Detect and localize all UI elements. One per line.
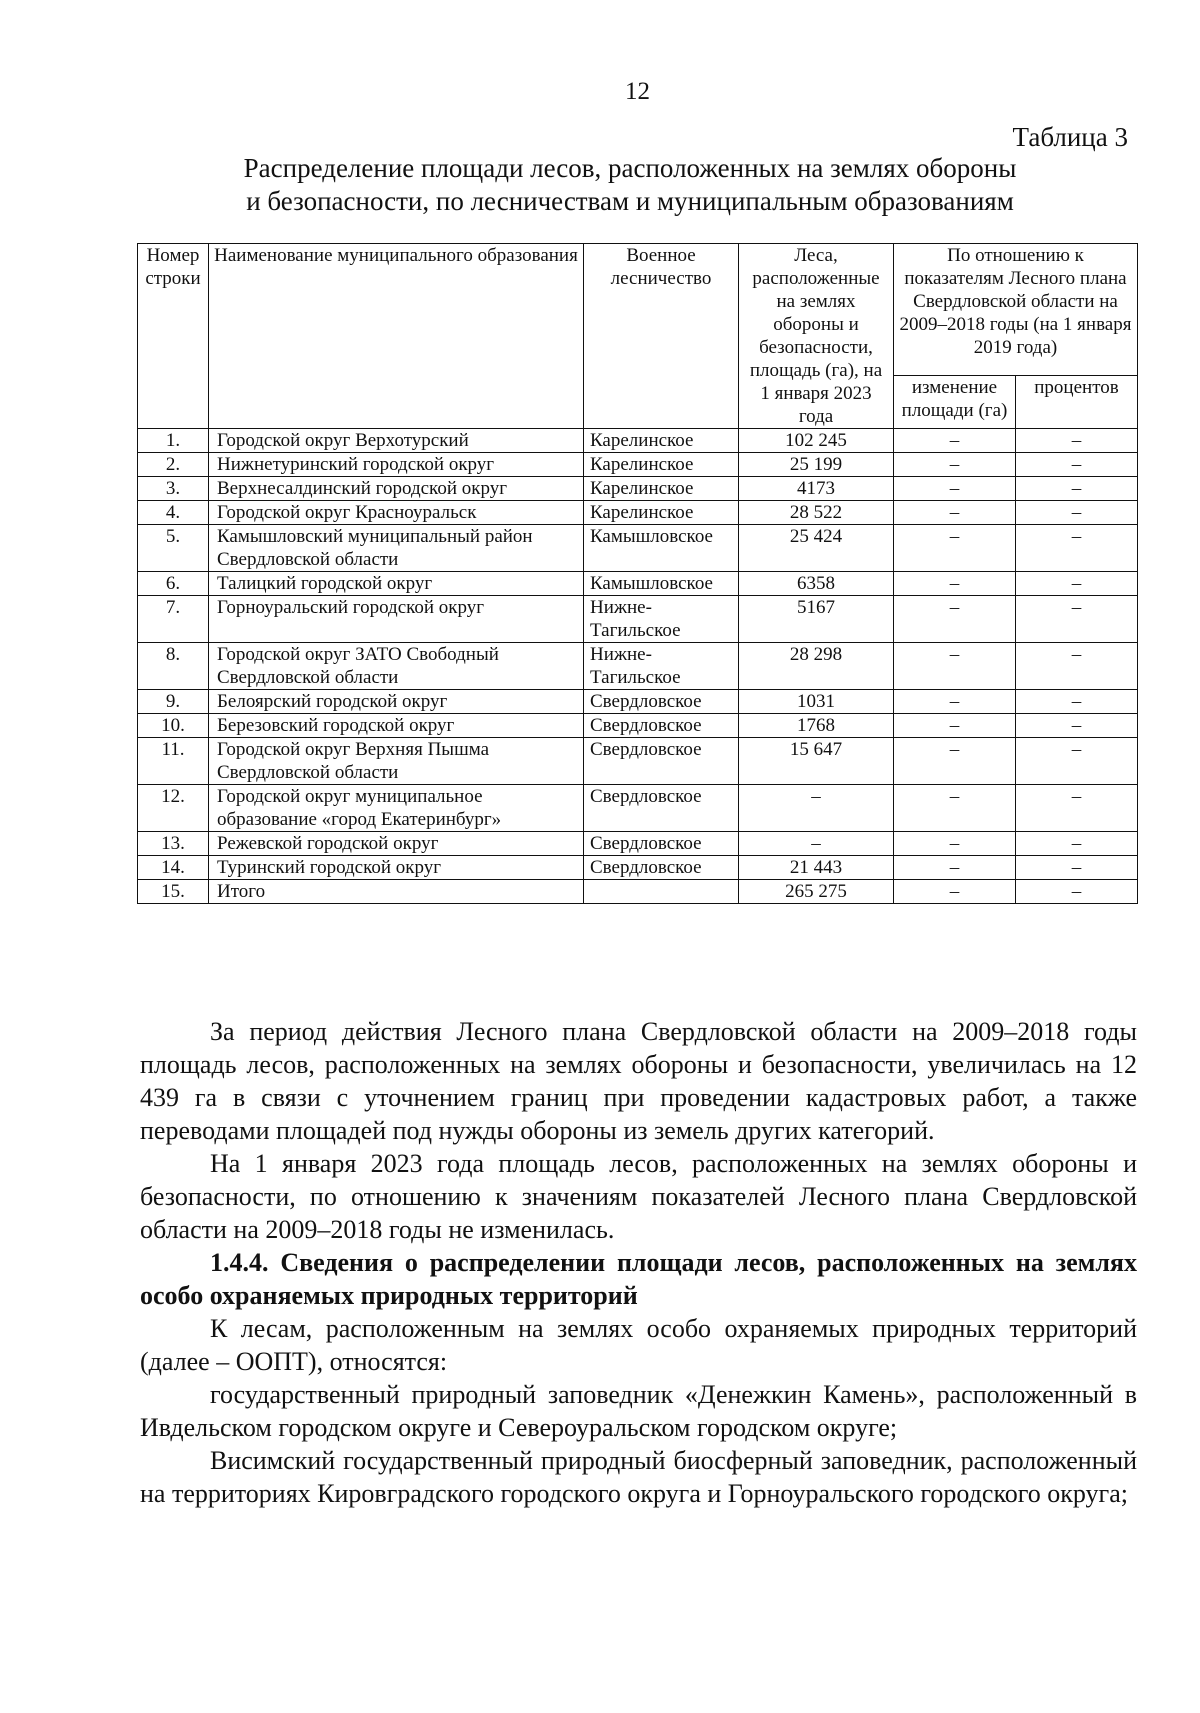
area-cell: 15 647 — [739, 738, 894, 785]
area-cell: 6358 — [739, 572, 894, 596]
percent-cell: – — [1016, 501, 1138, 525]
percent-cell: – — [1016, 714, 1138, 738]
header-row-number: Номер строки — [138, 244, 209, 429]
area-cell: 21 443 — [739, 856, 894, 880]
row-number-cell: 1. — [138, 429, 209, 453]
municipality-cell: Белоярский городской округ — [209, 690, 584, 714]
section-heading: 1.4.4. Сведения о распределении площади лесов, расположенных на землях особо охраняемых природных территорий — [140, 1248, 1137, 1310]
row-number-cell: 15. — [138, 880, 209, 904]
forestry-cell: Нижне-Тагильское — [584, 643, 739, 690]
row-number-cell: 6. — [138, 572, 209, 596]
header-change: изменение площади (га) — [894, 375, 1016, 428]
row-number-cell: 5. — [138, 525, 209, 572]
table-title-line-1: Распределение площади лесов, расположенных на землях обороны — [243, 153, 1017, 183]
row-number-cell: 11. — [138, 738, 209, 785]
change-cell: – — [894, 477, 1016, 501]
area-cell: 4173 — [739, 477, 894, 501]
forestry-cell: Карелинское — [584, 453, 739, 477]
forest-area-table — [137, 243, 1138, 904]
row-number-cell: 8. — [138, 643, 209, 690]
table-row — [138, 714, 1138, 738]
table-title-line-2: и безопасности, по лесничествам и муниципальным образованиям — [246, 186, 1014, 216]
percent-cell: – — [1016, 429, 1138, 453]
forestry-cell: Камышловское — [584, 525, 739, 572]
forestry-cell: Нижне-Тагильское — [584, 596, 739, 643]
row-number-cell: 3. — [138, 477, 209, 501]
forestry-cell: Свердловское — [584, 856, 739, 880]
header-forestry: Военное лесничество — [584, 244, 739, 429]
municipality-cell: Горноуральский городской округ — [209, 596, 584, 643]
forestry-cell: Свердловское — [584, 738, 739, 785]
body-text — [140, 1015, 1137, 1510]
change-cell: – — [894, 596, 1016, 643]
percent-cell: – — [1016, 596, 1138, 643]
table-row — [138, 429, 1138, 453]
municipality-cell: Талицкий городской округ — [209, 572, 584, 596]
table-row — [138, 596, 1138, 643]
municipality-cell: Городской округ Красноуральск — [209, 501, 584, 525]
area-cell: 25 199 — [739, 453, 894, 477]
table-row — [138, 832, 1138, 856]
area-cell: 5167 — [739, 596, 894, 643]
municipality-cell: Городской округ Верхняя Пышма Свердловской области — [209, 738, 584, 785]
percent-cell: – — [1016, 785, 1138, 832]
change-cell: – — [894, 856, 1016, 880]
change-cell: – — [894, 525, 1016, 572]
header-municipality: Наименование муниципального образования — [209, 244, 584, 429]
table-row — [138, 572, 1138, 596]
table-row — [138, 643, 1138, 690]
change-cell: – — [894, 832, 1016, 856]
percent-cell: – — [1016, 525, 1138, 572]
forestry-cell: Свердловское — [584, 832, 739, 856]
percent-cell: – — [1016, 690, 1138, 714]
percent-cell: – — [1016, 856, 1138, 880]
area-cell: 28 298 — [739, 643, 894, 690]
row-number-cell: 12. — [138, 785, 209, 832]
table-row — [138, 501, 1138, 525]
area-cell: 28 522 — [739, 501, 894, 525]
municipality-cell: Березовский городской округ — [209, 714, 584, 738]
municipality-cell: Городской округ муниципальное образование «город Екатеринбург» — [209, 785, 584, 832]
table-row — [138, 453, 1138, 477]
municipality-cell: Верхнесалдинский городской округ — [209, 477, 584, 501]
table-label: Таблица 3 — [1012, 122, 1128, 152]
table-row — [138, 785, 1138, 832]
area-cell: 1031 — [739, 690, 894, 714]
table-row — [138, 477, 1138, 501]
area-cell: 25 424 — [739, 525, 894, 572]
forestry-cell: Камышловское — [584, 572, 739, 596]
row-number-cell: 7. — [138, 596, 209, 643]
percent-cell: – — [1016, 832, 1138, 856]
row-number-cell: 14. — [138, 856, 209, 880]
row-number-cell: 13. — [138, 832, 209, 856]
municipality-cell: Городской округ Верхотурский — [209, 429, 584, 453]
table-row — [138, 525, 1138, 572]
table-row — [138, 856, 1138, 880]
table-row — [138, 690, 1138, 714]
change-cell: – — [894, 501, 1016, 525]
area-cell: 1768 — [739, 714, 894, 738]
percent-cell: – — [1016, 477, 1138, 501]
change-cell: – — [894, 572, 1016, 596]
area-cell: – — [739, 785, 894, 832]
change-cell: – — [894, 690, 1016, 714]
header-percent: процентов — [1016, 375, 1138, 428]
municipality-cell: Режевской городской округ — [209, 832, 584, 856]
area-cell: 102 245 — [739, 429, 894, 453]
forestry-cell: Свердловское — [584, 714, 739, 738]
percent-cell: – — [1016, 738, 1138, 785]
paragraph-visimsky: Висимский государственный природный биосферный заповедник, расположенный на территориях Кировградского городского округа и Горноуральского городского округа; — [140, 1446, 1137, 1508]
area-cell: – — [739, 832, 894, 856]
change-cell: – — [894, 453, 1016, 477]
change-cell: – — [894, 738, 1016, 785]
table-row — [138, 738, 1138, 785]
area-cell: 265 275 — [739, 880, 894, 904]
percent-cell: – — [1016, 453, 1138, 477]
header-area: Леса, расположенные на землях обороны и безопасности, площадь (га), на 1 января 2023 года — [739, 244, 894, 429]
change-cell: – — [894, 880, 1016, 904]
table-row — [138, 880, 1138, 904]
municipality-cell: Нижнетуринский городской округ — [209, 453, 584, 477]
row-number-cell: 10. — [138, 714, 209, 738]
paragraph-denezhkin-kamen: государственный природный заповедник «Денежкин Камень», расположенный в Ивдельском городском округе и Североуральском городском округе; — [140, 1380, 1137, 1442]
row-number-cell: 9. — [138, 690, 209, 714]
percent-cell: – — [1016, 572, 1138, 596]
paragraph-period-change: За период действия Лесного плана Свердловской области на 2009–2018 годы площадь лесов, расположенных на землях обороны и безопасности, увеличилась на 12 439 га в связи с уточнением границ при проведении кадастровых работ, а также переводами площадей под нужды обороны из земель других категорий. — [140, 1017, 1137, 1145]
paragraph-oopt-intro: К лесам, расположенным на землях особо охраняемых природных территорий (далее – ООПТ), относятся: — [140, 1314, 1137, 1376]
header-relative: По отношению к показателям Лесного плана Свердловской области на 2009–2018 годы (на 1 января 2019 года) — [894, 244, 1138, 376]
percent-cell: – — [1016, 880, 1138, 904]
forestry-cell: Свердловское — [584, 690, 739, 714]
table-body — [138, 429, 1138, 904]
forestry-cell: Карелинское — [584, 501, 739, 525]
municipality-cell: Камышловский муниципальный район Свердловской области — [209, 525, 584, 572]
change-cell: – — [894, 429, 1016, 453]
forestry-cell: Свердловское — [584, 785, 739, 832]
municipality-cell: Туринский городской округ — [209, 856, 584, 880]
table-title — [200, 152, 1060, 218]
change-cell: – — [894, 714, 1016, 738]
percent-cell: – — [1016, 643, 1138, 690]
forestry-cell — [584, 880, 739, 904]
forestry-cell: Карелинское — [584, 429, 739, 453]
municipality-cell: Городской округ ЗАТО Свободный Свердловской области — [209, 643, 584, 690]
row-number-cell: 2. — [138, 453, 209, 477]
forestry-cell: Карелинское — [584, 477, 739, 501]
page-number: 12 — [625, 78, 650, 105]
change-cell: – — [894, 785, 1016, 832]
row-number-cell: 4. — [138, 501, 209, 525]
change-cell: – — [894, 643, 1016, 690]
municipality-cell: Итого — [209, 880, 584, 904]
paragraph-no-change: На 1 января 2023 года площадь лесов, расположенных на землях обороны и безопасности, по отношению к значениям показателей Лесного плана Свердловской области на 2009–2018 годы не изменилась. — [140, 1149, 1137, 1244]
